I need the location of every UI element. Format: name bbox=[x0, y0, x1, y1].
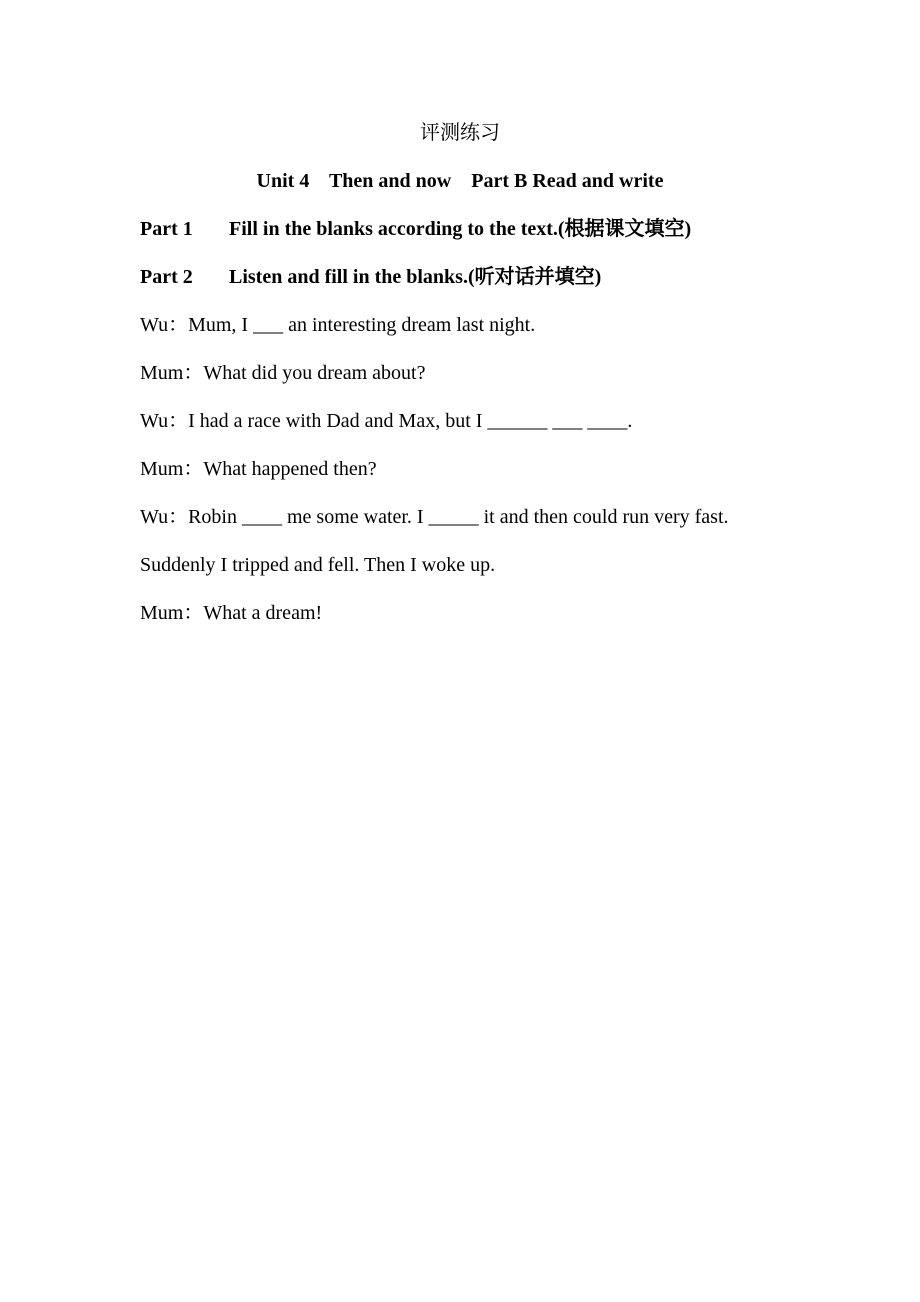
part-instruction: Listen and fill in the blanks.(听对话并填空) bbox=[229, 266, 602, 288]
worksheet-subtitle: 评测练习 bbox=[420, 122, 500, 144]
dialogue-line: Mum：What did you dream about? bbox=[140, 362, 426, 384]
dialogue-line: Wu：Robin ____ me some water. I _____ it and then could run very fast. bbox=[140, 506, 729, 528]
part-label: Part 1 bbox=[140, 218, 193, 240]
dialogue-line: Mum：What happened then? bbox=[140, 458, 377, 480]
dialogue-line: Mum：What a dream! bbox=[140, 602, 323, 624]
dialogue-line: Wu：Mum, I ___ an interesting dream last night. bbox=[140, 314, 536, 336]
part-instruction: Fill in the blanks according to the text.(根据课文填空) bbox=[229, 218, 692, 240]
part-2-heading bbox=[140, 265, 601, 289]
worksheet-title: Unit 4 Then and now Part B Read and write bbox=[256, 170, 664, 192]
dialogue-line: Wu：I had a race with Dad and Max, but I ______ ___ ____. bbox=[140, 410, 633, 432]
part-1-heading bbox=[140, 217, 691, 241]
dialogue-line: Suddenly I tripped and fell. Then I woke up. bbox=[140, 554, 496, 576]
part-label: Part 2 bbox=[140, 266, 193, 288]
